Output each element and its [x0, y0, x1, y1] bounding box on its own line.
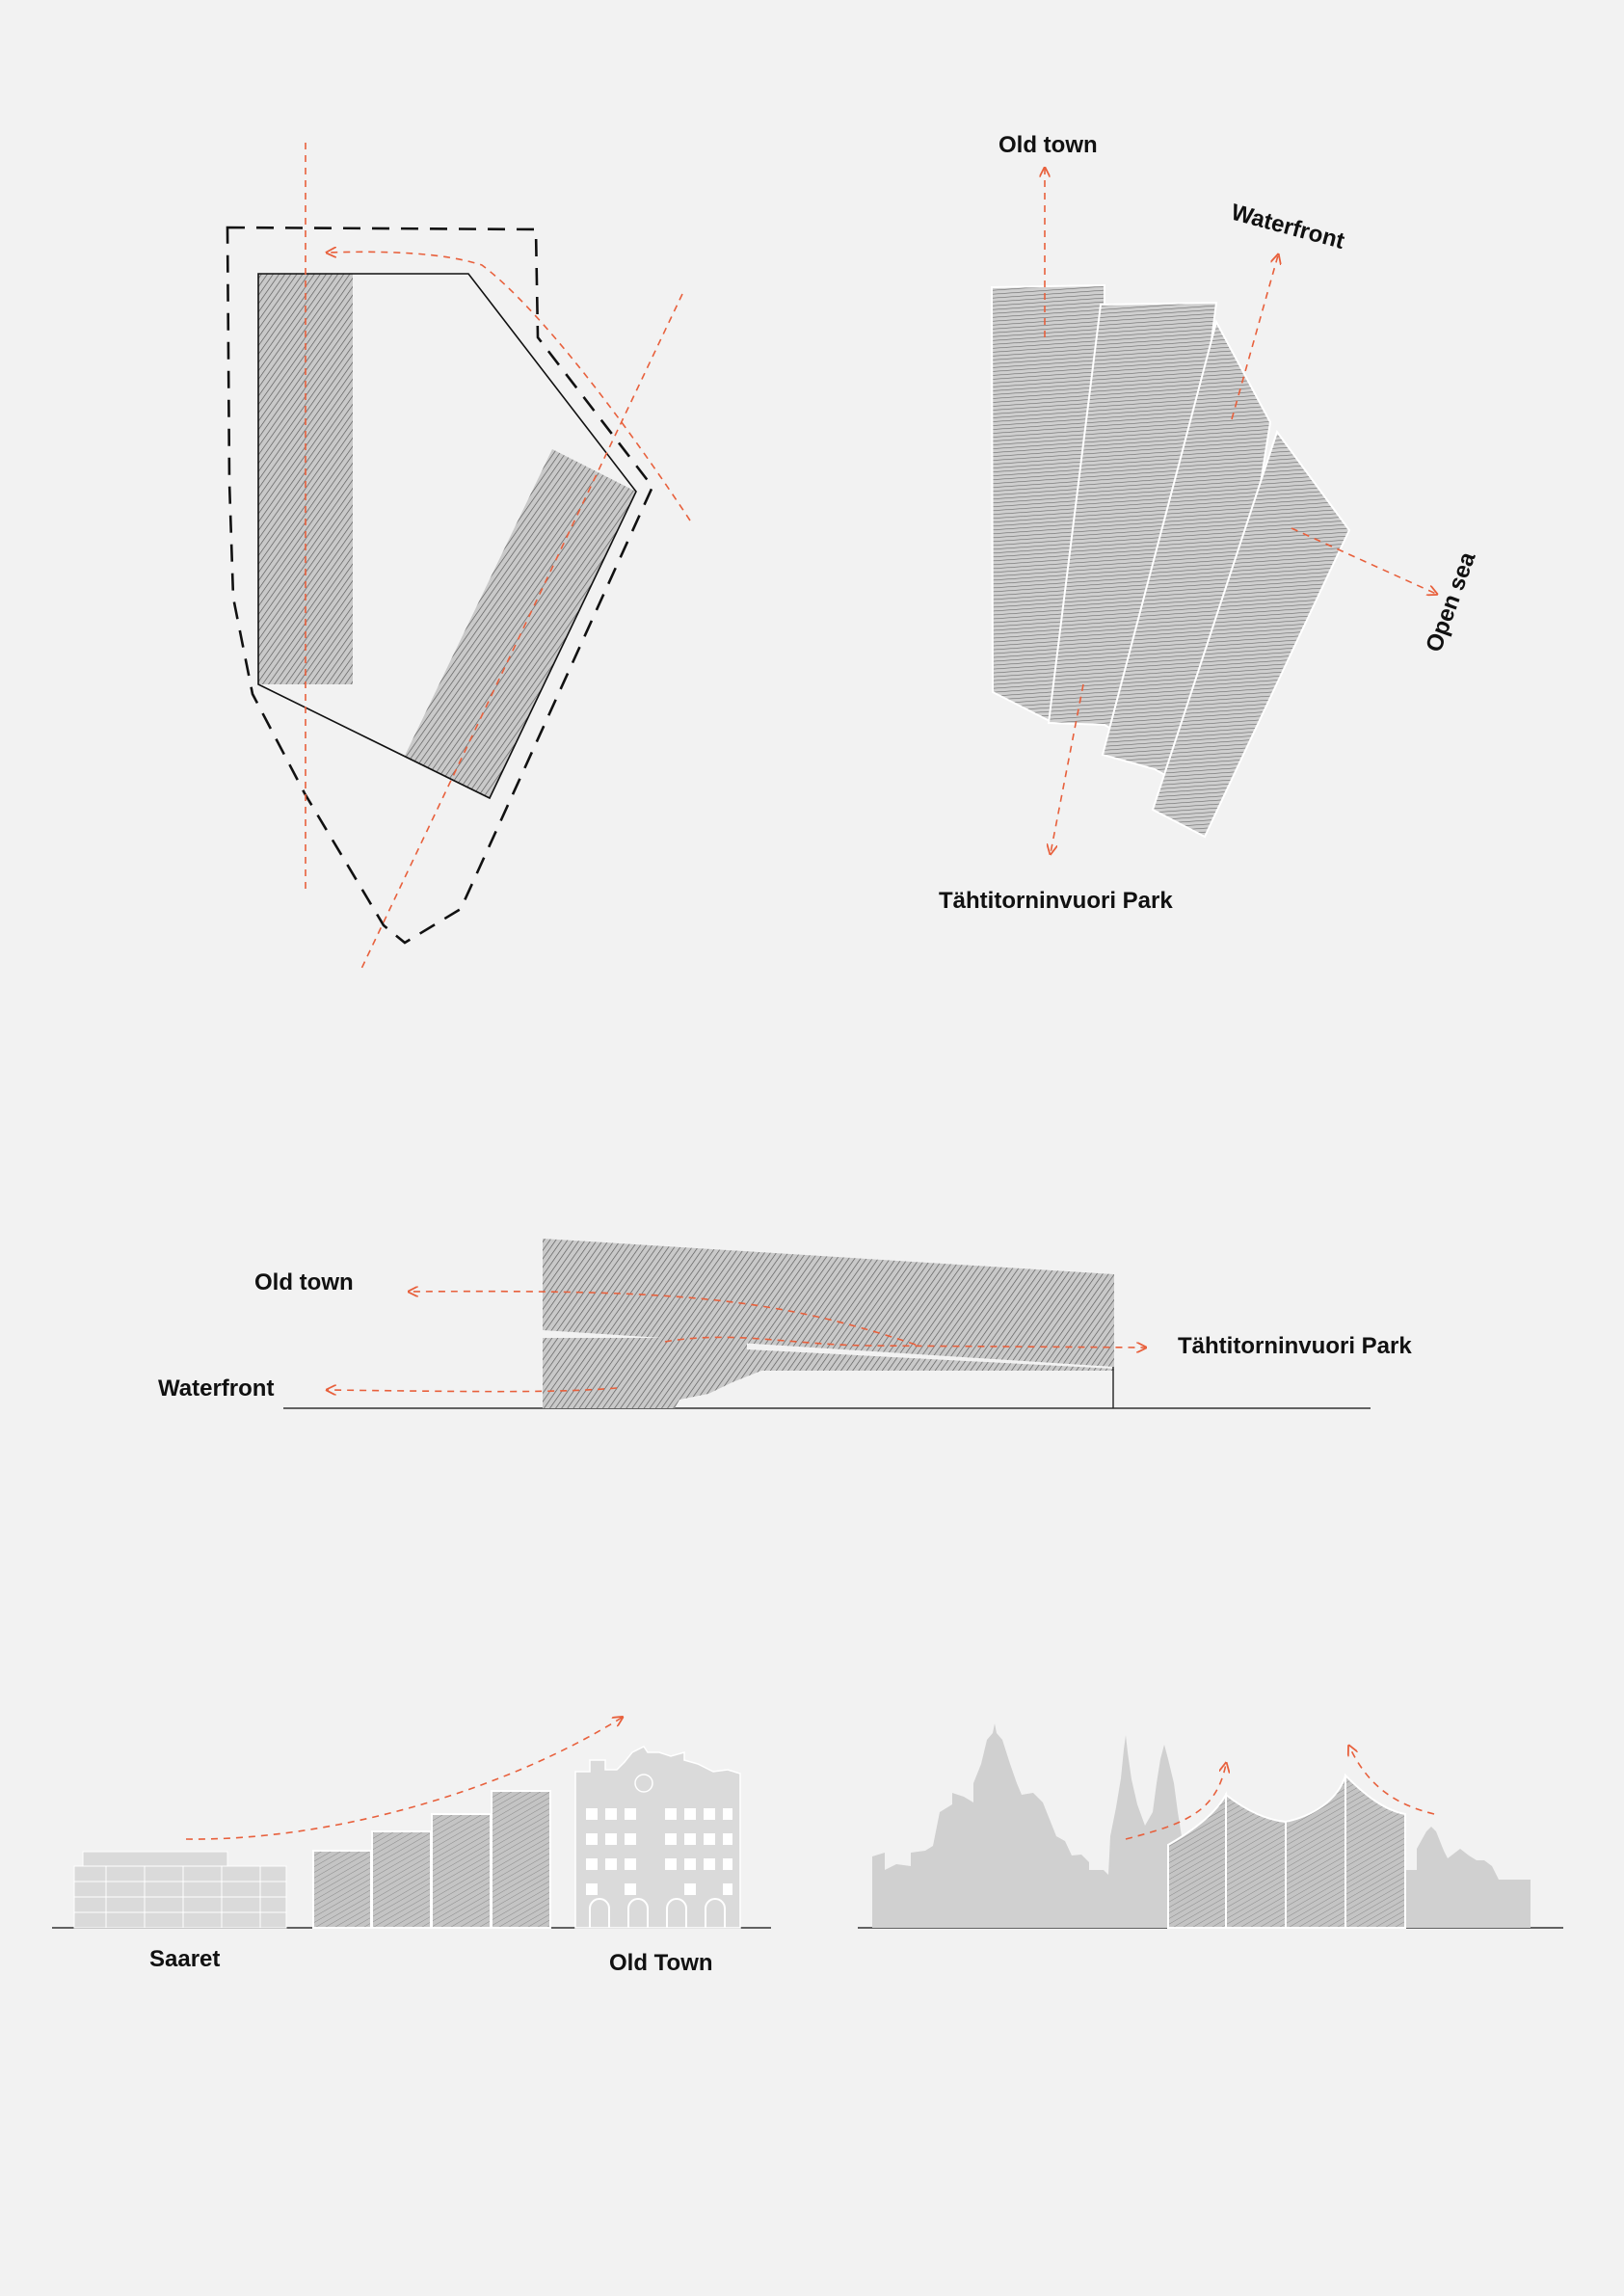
section-diagram: [158, 1239, 1412, 1408]
section-label-old-town: Old town: [254, 1269, 354, 1295]
elevation-diagram-left: [52, 1718, 771, 1976]
hall-volume-3: [1286, 1775, 1345, 1928]
step-block-2: [372, 1831, 431, 1928]
hall-volume-2: [1226, 1795, 1286, 1928]
elevation-left-arrow: [186, 1718, 622, 1839]
elevation-label-saaret: Saaret: [149, 1946, 221, 1972]
flow-arrow-curved: [328, 252, 690, 521]
section-label-park: Tähtitorninvuori Park: [1178, 1333, 1412, 1359]
saaret-building: [74, 1852, 286, 1928]
step-block-1: [313, 1851, 371, 1928]
step-block-4: [492, 1791, 550, 1928]
label-park: Tähtitorninvuori Park: [939, 888, 1173, 914]
label-old-town: Old town: [998, 132, 1098, 158]
plan-diagram-right: [939, 132, 1481, 914]
hall-volume-4: [1345, 1775, 1405, 1928]
section-label-waterfront: Waterfront: [158, 1375, 275, 1402]
plan-diagram-left: [227, 143, 690, 969]
elevation-label-old-town: Old Town: [609, 1950, 713, 1976]
building-block-east: [405, 449, 636, 798]
elevation-diagram-right: [858, 1723, 1563, 1928]
label-open-sea: Open sea: [1421, 548, 1481, 656]
old-town-building: [575, 1747, 740, 1928]
concert-hall-volumes: [1168, 1775, 1405, 1928]
label-waterfront: Waterfront: [1228, 199, 1347, 254]
step-block-3: [432, 1814, 491, 1928]
